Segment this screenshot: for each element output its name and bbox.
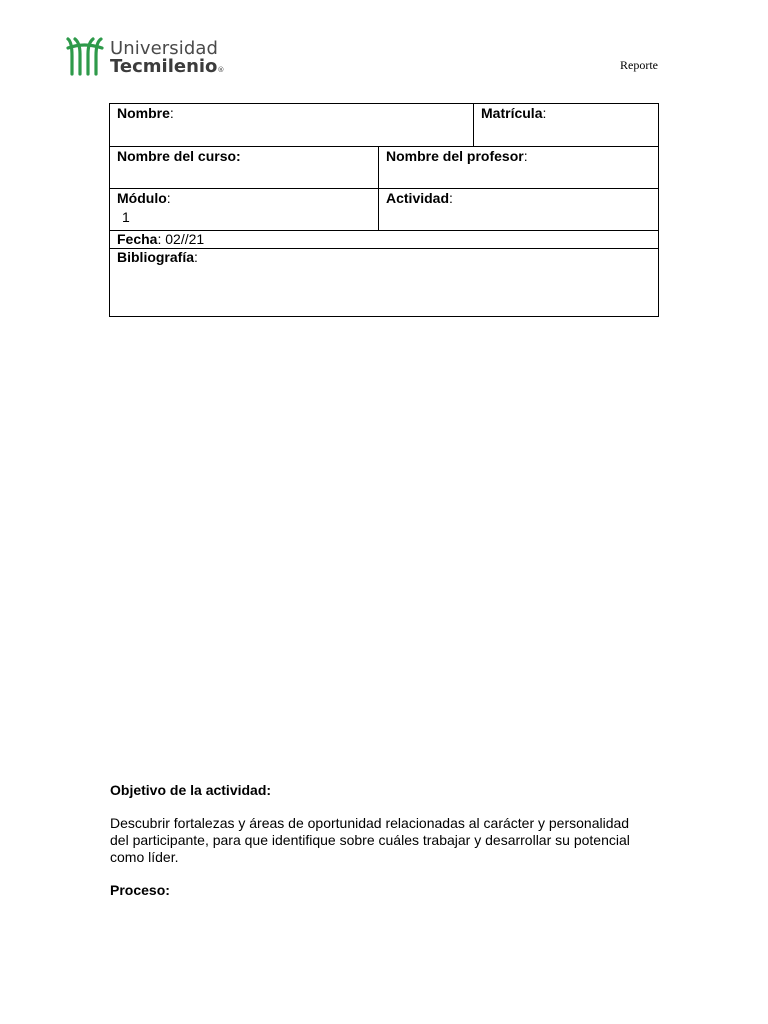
student-info-table xyxy=(109,103,659,317)
matricula-label: Matrícula xyxy=(481,105,543,121)
logo-university-text: Universidad xyxy=(110,38,219,59)
fecha-label: Fecha xyxy=(117,231,158,247)
modulo-value: 1 xyxy=(122,209,130,225)
nombre-cell[interactable]: Nombre: xyxy=(110,104,474,147)
university-logo xyxy=(66,36,226,78)
curso-label: Nombre del curso: xyxy=(117,148,241,164)
profesor-cell[interactable]: Nombre del profesor: xyxy=(379,147,659,189)
matricula-cell[interactable]: Matrícula: xyxy=(474,104,659,147)
modulo-cell[interactable]: Módulo: 1 xyxy=(110,189,379,231)
logo-tecmilenio-text: Tecmilenio® xyxy=(110,56,225,77)
modulo-label: Módulo xyxy=(117,190,167,206)
nombre-label: Nombre xyxy=(117,105,170,121)
curso-cell[interactable] xyxy=(110,147,379,189)
objective-text: Descubrir fortalezas y áreas de oportunidad relacionadas al carácter y personalidad del participante, para que identifique sobre cuáles trabajar y desarrollar su potencial como líder. xyxy=(110,815,630,865)
actividad-cell[interactable]: Actividad: xyxy=(379,189,659,231)
bibliografia-label: Bibliografía xyxy=(117,249,195,265)
process-title: Proceso: xyxy=(110,882,170,898)
document-type-label: Reporte xyxy=(620,58,658,72)
fecha-cell[interactable]: Fecha: 02//21 xyxy=(110,231,659,249)
bibliografia-cell[interactable]: Bibliografía: xyxy=(110,249,659,317)
fecha-value: 02//21 xyxy=(165,231,205,247)
actividad-label: Actividad xyxy=(386,190,450,206)
tecmilenio-logo-icon xyxy=(66,36,106,76)
objective-title: Objetivo de la actividad: xyxy=(110,782,272,798)
registered-mark: ® xyxy=(217,66,225,74)
profesor-label: Nombre del profesor xyxy=(386,148,524,164)
